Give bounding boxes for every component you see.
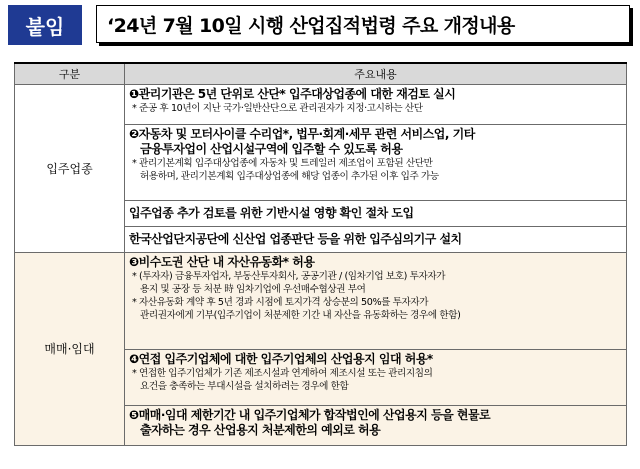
item-title: ❷자동차 및 모터사이클 수리업*, 법무·회계·세무 관련 서비스업, 기타 [129,126,475,141]
item-note: * (투자자) 금융투자업자, 부동산투자회사, 공공기관 / (임차기업 보호) 투자자가 [132,270,446,282]
table-row [15,84,627,124]
content-cell [125,124,627,200]
attachment-badge: 붙임 [8,5,82,45]
category-column-header: 구분 [15,63,125,84]
item-note-continued: 허용하며, 관리기본계획 입주대상업종에 해당 업종이 추가된 이후 입주 가능 [140,170,439,182]
table-header-row [15,63,627,84]
content-cell [125,405,627,445]
item-title-continued: 출자하는 경우 산업용지 처분제한의 예외로 허용 [140,422,381,437]
content-cell [125,226,627,252]
item-title: ❺매매·임대 제한기간 내 입주기업체가 합작법인에 산업용지 등을 현물로 [129,407,491,422]
item-note: * 관리기본계획 입주대상업종에 자동차 및 트레일러 제조업이 포함된 산단만 [132,157,433,169]
page-header [8,5,632,45]
amendment-table [14,62,627,446]
table-row [15,252,627,349]
category-cell-sale-lease: 매매·임대 [15,252,125,445]
page-title: ‘24년 7월 10일 시행 산업집적법령 주요 개정내용 [96,5,630,43]
item-title: ❹연접 입주기업체에 대한 입주기업체의 산업용지 임대 허용* [129,351,433,366]
item-note-continued: 용지 및 공장 등 처분 時 임차기업에 우선매수협상권 부여 [140,283,366,295]
item-note: * 준공 후 10년이 지난 국가·일반산단으로 관리권자가 지정·고시하는 산단 [132,102,423,114]
item-title: ❸비수도권 산단 내 자산유동화* 허용 [129,254,315,269]
content-column-header: 주요내용 [125,63,627,84]
item-note: * 자산유동화 계약 후 5년 경과 시점에 토지가격 상승분의 50%를 투자자가 [132,296,429,308]
item-note: * 연접한 입주기업체가 기존 제조시설과 연계하여 제조시설 또는 관리지침의 [132,367,433,379]
content-cell [125,349,627,405]
item-title: ❶관리기관은 5년 단위로 산단* 입주대상업종에 대한 재검토 실시 [129,86,456,101]
content-cell [125,200,627,226]
item-note-continued: 요건을 충족하는 부대시설을 설치하려는 경우에 한함 [140,380,349,392]
content-cell [125,252,627,349]
category-cell-tenant-industry: 입주업종 [15,84,125,252]
content-cell [125,84,627,124]
item-title: 입주업종 추가 검토를 위한 기반시설 영향 확인 절차 도입 [129,205,414,220]
item-title-continued: 금융투자업이 산업시설구역에 입주할 수 있도록 허용 [140,141,403,156]
item-title: 한국산업단지공단에 신산업 업종판단 등을 위한 입주심의기구 설치 [129,231,462,246]
item-note-continued: 관리권자에게 기부(입주기업이 처분제한 기간 내 자산을 유동화하는 경우에 한함) [140,309,461,321]
